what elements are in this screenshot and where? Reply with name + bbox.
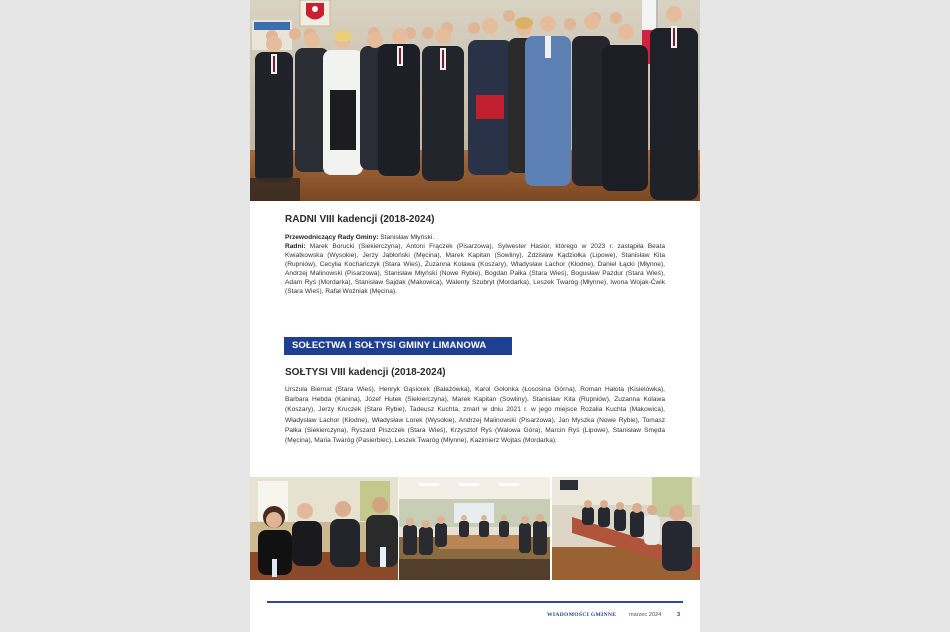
meeting-photo-2 bbox=[399, 477, 550, 580]
footer-rule bbox=[267, 601, 683, 603]
councillors-heading: RADNI VIII kadencji (2018-2024) bbox=[285, 214, 435, 225]
section-banner: SOŁECTWA I SOŁTYSI GMINY LIMANOWA bbox=[284, 337, 512, 355]
members-list: Marek Borucki (Siekierczyna), Antoni Frączek (Pisarzowa), Sylwester Hasior, którego w 2023 r. zastąpiła Beata Kwiatkowska (Wysokie), Jerzy Jabłoński (Męcina), Marek Kapitan (Sowliny), Zdzisław Kądziołka (Lipowe), Stanisław Kita (Rupniów), Cecylia Kochańczyk (Stara Wieś), Zuzanna Kolawa (Koszary), Władysław Lachor (Kłodne), Daniel Łącki (Młynne), Andrzej Malinowski (Pisarzowa), Stanisław Młyński (Nowe Rybie), Bogdan Pałka (Stara Wieś), Bogusław Pazdur (Stara Wieś), Adam Ryś (Mordarka), Stanisław Sajdak (Makowica), Walenty Szubryt (Mordarka), Leszek Twaróg (Młynne), Iwona Wojak-Ćwik (Stara Wieś), Rafał Woźniak (Męcina). bbox=[285, 243, 665, 295]
chair-name: Stanisław Młyński. bbox=[378, 234, 435, 241]
document-page bbox=[250, 0, 700, 632]
meeting-photo-3 bbox=[552, 477, 700, 580]
councillors-paragraph bbox=[285, 233, 665, 296]
page-number: 3 bbox=[677, 612, 681, 618]
village-heads-heading: SOŁTYSI VIII kadencji (2018-2024) bbox=[285, 367, 446, 378]
chair-label: Przewodniczący Rady Gminy: bbox=[285, 234, 379, 241]
group-photo-council bbox=[250, 0, 700, 201]
village-heads-paragraph: Urszula Biernat (Stara Wieś), Henryk Gąsiorek (Bałażówka), Karol Golonka (Łososina Górna), Roman Hałota (Kisielówka), Barbara Hebda (Kanina), Józef Hutek (Siekierczyna), Marek Kapitan (Sowliny), Stanisław Kita (Rupniów), Zuzanna Kolawa (Koszary), Jerzy Kruczek (Stare Rybie), Tadeusz Kuchta, zmarł w dniu 2021 r. w jego miejsce Rozalia Kuchta (Makowica), Władysław Lachor (Kłodne), Władysław Lorek (Wysokie), Andrzej Malinowski (Pisarzowa), Jan Myszka (Nowe Rybie), Tomasz Pałka (Siekierczyna), Ryszard Piszczek (Stara Wieś), Krzysztof Ryś (Walowa Góra), Marcin Ryś (Lipowe), Stanisław Smęda (Męcina), Maria Twaróg (Pasierbiec), Leszek Twaróg (Młynne), Kazimierz Wojtas (Mordarka). bbox=[285, 386, 665, 445]
photo-strip bbox=[250, 477, 700, 580]
members-label: Radni: bbox=[285, 243, 306, 250]
footer-date: marzec 2024 bbox=[629, 612, 662, 618]
footer-publication-title: WIADOMOŚCI GMINNE bbox=[547, 612, 617, 618]
meeting-photo-1 bbox=[250, 477, 398, 580]
councillors-section bbox=[285, 214, 665, 296]
